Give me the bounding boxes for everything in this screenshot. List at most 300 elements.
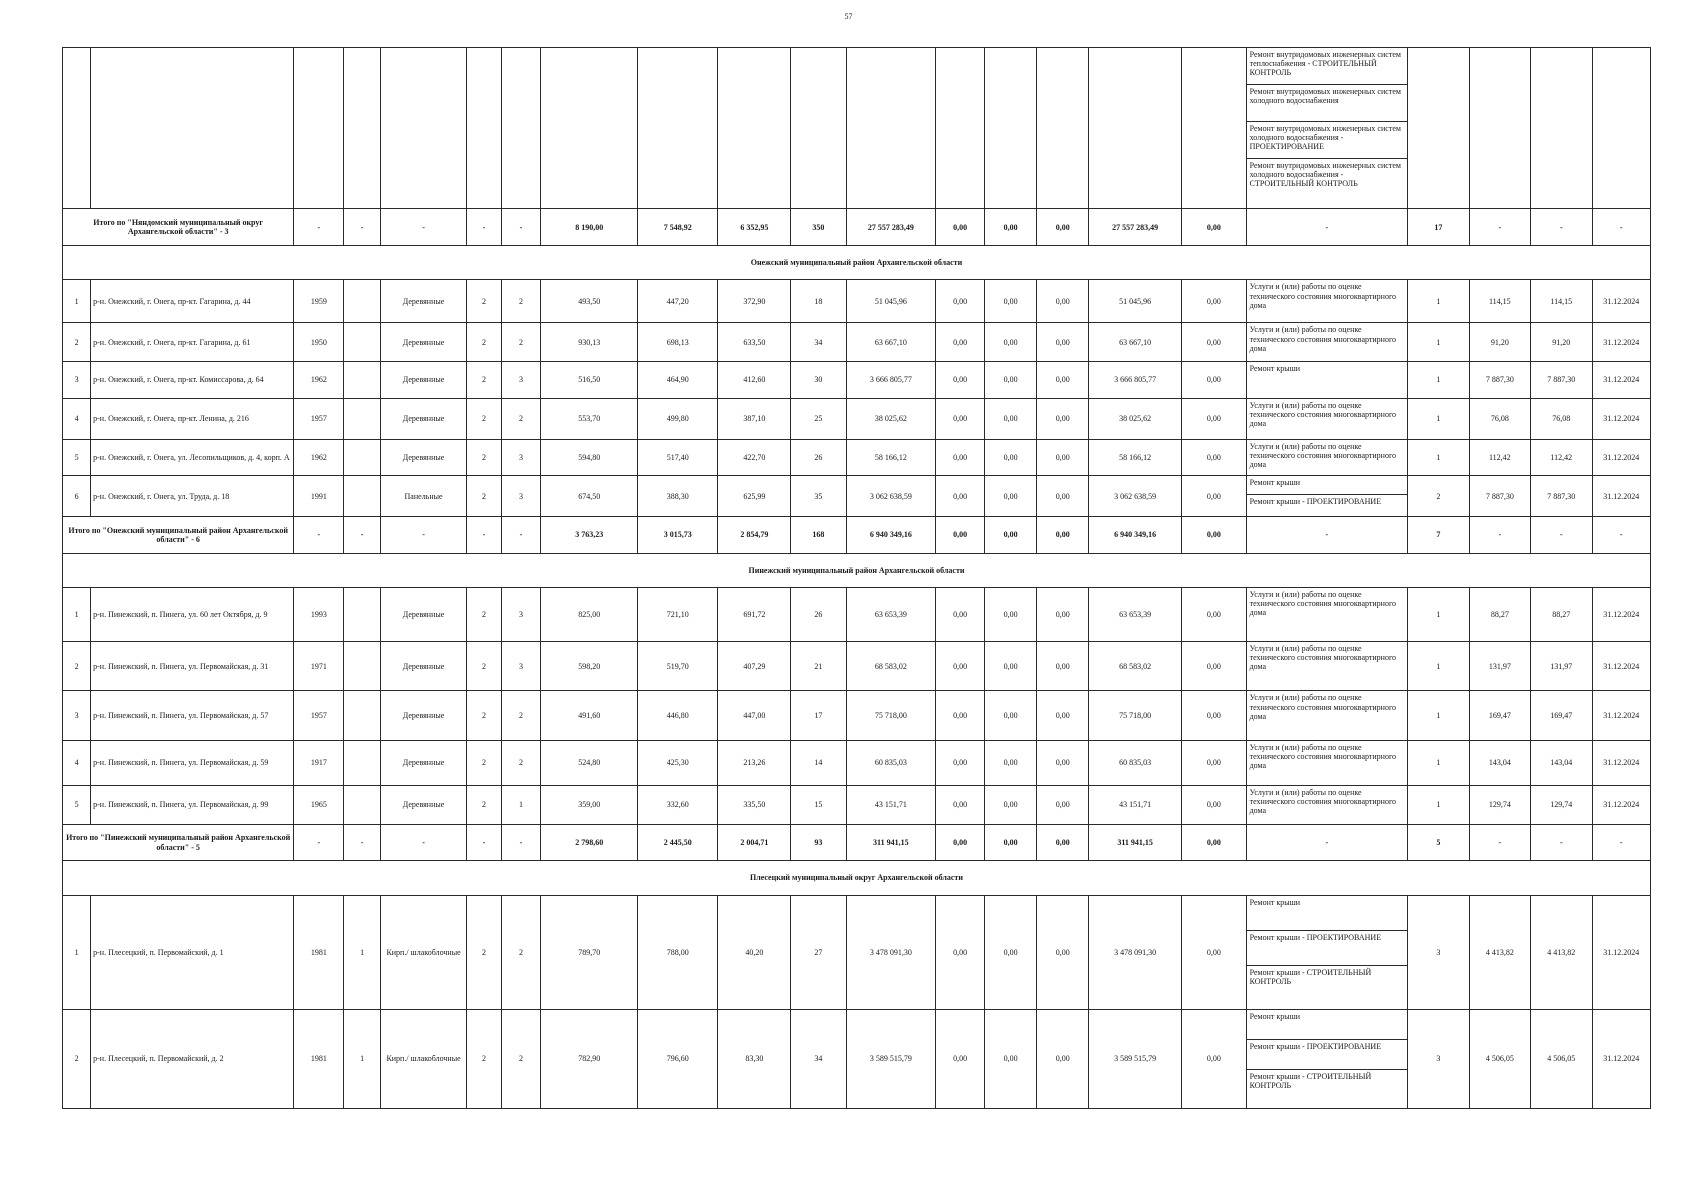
cell-u2: 7 887,30 — [1531, 476, 1592, 517]
register-table-container — [62, 47, 1651, 1109]
total-value: 0,00 — [936, 824, 985, 861]
cell-type — [344, 691, 380, 740]
cell-a2: 788,00 — [638, 895, 718, 1009]
cell-f2: 0,00 — [985, 398, 1037, 439]
total-value: - — [1531, 209, 1592, 246]
cell-entr: 2 — [501, 691, 541, 740]
cell-other: 0,00 — [1182, 740, 1247, 785]
cell-year: 1981 — [294, 895, 344, 1009]
cell-date: 31.12.2024 — [1592, 588, 1650, 642]
cell-date: 31.12.2024 — [1592, 439, 1650, 476]
total-value: - — [294, 517, 344, 554]
total-value: - — [1246, 517, 1408, 554]
cell-a3: 213,26 — [718, 740, 791, 785]
cell-other: 0,00 — [1182, 641, 1247, 690]
total-value: - — [344, 517, 380, 554]
cell-wall: Кирп./ шлакоблочные — [380, 1009, 466, 1108]
cell-cnt: 1 — [1408, 398, 1469, 439]
cell-people: 30 — [791, 362, 846, 399]
cell-floors: 2 — [467, 362, 501, 399]
empty-cell — [791, 48, 846, 209]
total-value: - — [501, 517, 541, 554]
cell-addr: р-н. Пинежский, п. Пинега, ул. Первомайская, д. 57 — [91, 691, 294, 740]
cell-wall: Деревянные — [380, 740, 466, 785]
cell-f2: 0,00 — [985, 280, 1037, 323]
cell-type — [344, 280, 380, 323]
cell-year: 1993 — [294, 588, 344, 642]
cell-a1: 524,80 — [541, 740, 638, 785]
cell-n: 5 — [63, 439, 91, 476]
section-header-row — [63, 861, 1651, 895]
work-type-line: Ремонт крыши - ПРОЕКТИРОВАНИЕ — [1249, 497, 1382, 507]
cell-u1: 7 887,30 — [1469, 362, 1530, 399]
cell-addr: р-н. Плесецкий, п. Первомайский, д. 1 — [91, 895, 294, 1009]
cell-cnt: 1 — [1408, 280, 1469, 323]
cell-wall: Панельные — [380, 476, 466, 517]
empty-cell — [501, 48, 541, 209]
cell-year: 1917 — [294, 740, 344, 785]
cell-date: 31.12.2024 — [1592, 895, 1650, 1009]
work-type-line: Ремонт крыши — [1247, 896, 1408, 931]
cell-f3: 0,00 — [1037, 280, 1089, 323]
total-value: - — [1469, 824, 1530, 861]
cell-wall: Деревянные — [380, 280, 466, 323]
total-value: 2 004,71 — [718, 824, 791, 861]
cell-type — [344, 323, 380, 362]
empty-cell — [63, 48, 91, 209]
total-value: - — [1246, 824, 1408, 861]
cell-u2: 76,08 — [1531, 398, 1592, 439]
cell-f3: 0,00 — [1037, 641, 1089, 690]
cell-cnt: 1 — [1408, 323, 1469, 362]
cell-a3: 412,60 — [718, 362, 791, 399]
cell-a1: 598,20 — [541, 641, 638, 690]
total-value: - — [467, 517, 501, 554]
cell-a2: 517,40 — [638, 439, 718, 476]
cell-entr: 3 — [501, 476, 541, 517]
cell-date: 31.12.2024 — [1592, 641, 1650, 690]
table-row — [63, 691, 1651, 740]
cell-date: 31.12.2024 — [1592, 691, 1650, 740]
total-value: 2 854,79 — [718, 517, 791, 554]
cell-a3: 335,50 — [718, 786, 791, 825]
total-value: 0,00 — [1182, 824, 1247, 861]
work-type-cell — [1246, 691, 1408, 740]
cell-a3: 422,70 — [718, 439, 791, 476]
cell-n: 3 — [63, 362, 91, 399]
work-type-line: Ремонт крыши — [1247, 476, 1408, 495]
cell-f3: 0,00 — [1037, 895, 1089, 1009]
work-type-line: Ремонт внутридомовых инженерных систем теплоснабжения - СТРОИТЕЛЬНЫЙ КОНТРОЛЬ — [1247, 48, 1408, 85]
section-title: Онежский муниципальный район Архангельской области — [63, 245, 1651, 279]
total-value: 8 190,00 — [541, 209, 638, 246]
cell-a2: 698,13 — [638, 323, 718, 362]
cell-cnt: 1 — [1408, 439, 1469, 476]
total-value: - — [467, 209, 501, 246]
cell-own: 3 062 638,59 — [1089, 476, 1182, 517]
cell-cnt: 2 — [1408, 476, 1469, 517]
cell-f1: 0,00 — [936, 895, 985, 1009]
cell-floors: 2 — [467, 323, 501, 362]
cell-a3: 83,30 — [718, 1009, 791, 1108]
cell-wall: Кирп./ шлакоблочные — [380, 895, 466, 1009]
cell-f3: 0,00 — [1037, 398, 1089, 439]
work-type-line: Ремонт крыши - СТРОИТЕЛЬНЫЙ КОНТРОЛЬ — [1249, 1071, 1372, 1091]
cell-year: 1962 — [294, 362, 344, 399]
total-value: 17 — [1408, 209, 1469, 246]
cell-a2: 499,80 — [638, 398, 718, 439]
cell-u1: 129,74 — [1469, 786, 1530, 825]
cell-addr: р-н. Онежский, г. Онега, ул. Лесопильщиков, д. 4, корп. А — [91, 439, 294, 476]
cell-floors: 2 — [467, 691, 501, 740]
table-row — [63, 398, 1651, 439]
total-value: 2 798,60 — [541, 824, 638, 861]
cell-a1: 491,60 — [541, 691, 638, 740]
cell-addr: р-н. Онежский, г. Онега, пр-кт. Гагарина, д. 44 — [91, 280, 294, 323]
cell-f1: 0,00 — [936, 641, 985, 690]
cell-wall: Деревянные — [380, 398, 466, 439]
cell-cost: 3 589 515,79 — [846, 1009, 936, 1108]
empty-cell — [1089, 48, 1182, 209]
cell-f3: 0,00 — [1037, 691, 1089, 740]
total-value: 311 941,15 — [846, 824, 936, 861]
work-type-cell — [1246, 740, 1408, 785]
cell-people: 15 — [791, 786, 846, 825]
table-row — [63, 280, 1651, 323]
cell-people: 34 — [791, 1009, 846, 1108]
cell-u2: 129,74 — [1531, 786, 1592, 825]
cell-u1: 91,20 — [1469, 323, 1530, 362]
cell-other: 0,00 — [1182, 895, 1247, 1009]
cell-wall: Деревянные — [380, 786, 466, 825]
cell-own: 3 589 515,79 — [1089, 1009, 1182, 1108]
empty-cell — [1592, 48, 1650, 209]
cell-people: 14 — [791, 740, 846, 785]
cell-type: 1 — [344, 895, 380, 1009]
total-value: 5 — [1408, 824, 1469, 861]
empty-cell — [718, 48, 791, 209]
cell-u2: 91,20 — [1531, 323, 1592, 362]
cell-u1: 76,08 — [1469, 398, 1530, 439]
cell-other: 0,00 — [1182, 323, 1247, 362]
cell-a1: 674,50 — [541, 476, 638, 517]
cell-entr: 2 — [501, 1009, 541, 1108]
cell-n: 4 — [63, 398, 91, 439]
cell-f2: 0,00 — [985, 895, 1037, 1009]
cell-date: 31.12.2024 — [1592, 398, 1650, 439]
total-value: 27 557 283,49 — [1089, 209, 1182, 246]
work-type-line: Ремонт крыши - ПРОЕКТИРОВАНИЕ — [1247, 931, 1408, 966]
cell-f3: 0,00 — [1037, 786, 1089, 825]
cell-year: 1971 — [294, 641, 344, 690]
work-type-cell — [1246, 588, 1408, 642]
work-type-cell — [1246, 398, 1408, 439]
cell-cost: 3 478 091,30 — [846, 895, 936, 1009]
cell-a1: 782,90 — [541, 1009, 638, 1108]
cell-a1: 789,70 — [541, 895, 638, 1009]
cell-floors: 2 — [467, 1009, 501, 1108]
total-value: 7 548,92 — [638, 209, 718, 246]
cell-type — [344, 740, 380, 785]
cell-f2: 0,00 — [985, 740, 1037, 785]
cell-wall: Деревянные — [380, 323, 466, 362]
cell-year: 1957 — [294, 398, 344, 439]
cell-a1: 553,70 — [541, 398, 638, 439]
cell-other: 0,00 — [1182, 1009, 1247, 1108]
cell-u2: 7 887,30 — [1531, 362, 1592, 399]
cell-wall: Деревянные — [380, 691, 466, 740]
cell-cost: 68 583,02 — [846, 641, 936, 690]
cell-entr: 3 — [501, 439, 541, 476]
cell-a1: 359,00 — [541, 786, 638, 825]
empty-cell — [380, 48, 466, 209]
cell-floors: 2 — [467, 280, 501, 323]
total-value: - — [501, 824, 541, 861]
work-type-line: Услуги и (или) работы по оценке технического состояния многоквартирного дома — [1249, 441, 1397, 469]
cell-cost: 3 062 638,59 — [846, 476, 936, 517]
total-value: 0,00 — [985, 209, 1037, 246]
empty-cell — [1531, 48, 1592, 209]
total-value: - — [1592, 209, 1650, 246]
cell-people: 21 — [791, 641, 846, 690]
cell-own: 3 478 091,30 — [1089, 895, 1182, 1009]
cell-u2: 169,47 — [1531, 691, 1592, 740]
section-title: Пинежский муниципальный район Архангельской области — [63, 553, 1651, 587]
work-type-line: Ремонт крыши - ПРОЕКТИРОВАНИЕ — [1247, 1040, 1408, 1070]
total-value: - — [467, 824, 501, 861]
cell-f3: 0,00 — [1037, 740, 1089, 785]
cell-u1: 4 506,05 — [1469, 1009, 1530, 1108]
cell-addr: р-н. Плесецкий, п. Первомайский, д. 2 — [91, 1009, 294, 1108]
work-type-line: Ремонт крыши — [1247, 1010, 1408, 1040]
cell-n: 3 — [63, 691, 91, 740]
cell-cnt: 3 — [1408, 895, 1469, 1009]
cell-cost: 3 666 805,77 — [846, 362, 936, 399]
cell-cnt: 1 — [1408, 740, 1469, 785]
total-value: - — [380, 824, 466, 861]
cell-addr: р-н. Онежский, г. Онега, пр-кт. Гагарина, д. 61 — [91, 323, 294, 362]
empty-cell — [467, 48, 501, 209]
work-type-line: Ремонт крыши — [1249, 364, 1301, 374]
total-value: 350 — [791, 209, 846, 246]
work-type-cell — [1246, 362, 1408, 399]
empty-cell — [1182, 48, 1247, 209]
empty-cell — [1037, 48, 1089, 209]
cell-floors: 2 — [467, 895, 501, 1009]
table-row — [63, 439, 1651, 476]
work-type-line: Ремонт крыши - СТРОИТЕЛЬНЫЙ КОНТРОЛЬ — [1249, 967, 1372, 986]
cell-cnt: 1 — [1408, 588, 1469, 642]
total-value: - — [1469, 517, 1530, 554]
cell-cnt: 3 — [1408, 1009, 1469, 1108]
section-header-row — [63, 553, 1651, 587]
cell-own: 60 835,03 — [1089, 740, 1182, 785]
cell-f1: 0,00 — [936, 786, 985, 825]
cell-date: 31.12.2024 — [1592, 280, 1650, 323]
work-type-cell — [1246, 476, 1408, 517]
cell-a3: 633,50 — [718, 323, 791, 362]
total-value: 93 — [791, 824, 846, 861]
cell-entr: 2 — [501, 895, 541, 1009]
cell-f3: 0,00 — [1037, 476, 1089, 517]
total-value: 3 763,23 — [541, 517, 638, 554]
cell-a2: 796,60 — [638, 1009, 718, 1108]
empty-cell — [985, 48, 1037, 209]
cell-type — [344, 786, 380, 825]
cell-own: 3 666 805,77 — [1089, 362, 1182, 399]
cell-people: 26 — [791, 439, 846, 476]
cell-year: 1959 — [294, 280, 344, 323]
cell-entr: 2 — [501, 280, 541, 323]
cell-people: 17 — [791, 691, 846, 740]
register-table — [62, 47, 1651, 1109]
cell-entr: 3 — [501, 588, 541, 642]
cell-own: 63 667,10 — [1089, 323, 1182, 362]
cell-f2: 0,00 — [985, 588, 1037, 642]
cell-a3: 447,00 — [718, 691, 791, 740]
total-value: 0,00 — [1037, 209, 1089, 246]
cell-floors: 2 — [467, 439, 501, 476]
total-value: - — [380, 517, 466, 554]
cell-date: 31.12.2024 — [1592, 476, 1650, 517]
cell-entr: 2 — [501, 740, 541, 785]
cell-f2: 0,00 — [985, 641, 1037, 690]
table-row — [63, 740, 1651, 785]
cell-f2: 0,00 — [985, 439, 1037, 476]
cell-floors: 2 — [467, 476, 501, 517]
cell-n: 5 — [63, 786, 91, 825]
cell-u1: 114,15 — [1469, 280, 1530, 323]
cell-a1: 930,13 — [541, 323, 638, 362]
cell-other: 0,00 — [1182, 439, 1247, 476]
cell-type — [344, 476, 380, 517]
cell-a3: 372,90 — [718, 280, 791, 323]
cell-floors: 2 — [467, 398, 501, 439]
empty-cell — [936, 48, 985, 209]
total-value: - — [1592, 517, 1650, 554]
cell-n: 1 — [63, 588, 91, 642]
work-type-cell — [1246, 323, 1408, 362]
cell-n: 2 — [63, 1009, 91, 1108]
table-row — [63, 895, 1651, 1009]
cell-own: 75 718,00 — [1089, 691, 1182, 740]
total-label: Итого по "Онежский муниципальный район Архангельской области" - 6 — [63, 517, 294, 554]
cell-n: 1 — [63, 895, 91, 1009]
cell-year: 1957 — [294, 691, 344, 740]
cell-f3: 0,00 — [1037, 362, 1089, 399]
cell-cost: 63 653,39 — [846, 588, 936, 642]
total-value: 7 — [1408, 517, 1469, 554]
cell-year: 1965 — [294, 786, 344, 825]
empty-cell — [541, 48, 638, 209]
cell-a1: 594,80 — [541, 439, 638, 476]
total-row — [63, 209, 1651, 246]
cell-date: 31.12.2024 — [1592, 786, 1650, 825]
table-row — [63, 362, 1651, 399]
table-row — [63, 1009, 1651, 1108]
total-value: 0,00 — [1182, 209, 1247, 246]
cell-own: 38 025,62 — [1089, 398, 1182, 439]
cell-floors: 2 — [467, 641, 501, 690]
cell-u2: 114,15 — [1531, 280, 1592, 323]
work-type-line: Услуги и (или) работы по оценке технического состояния многоквартирного дома — [1249, 643, 1397, 672]
cell-u2: 143,04 — [1531, 740, 1592, 785]
empty-cell — [638, 48, 718, 209]
total-value: 0,00 — [985, 517, 1037, 554]
total-value: 168 — [791, 517, 846, 554]
cell-addr: р-н. Онежский, г. Онега, пр-кт. Комиссарова, д. 64 — [91, 362, 294, 399]
empty-cell — [294, 48, 344, 209]
cell-people: 35 — [791, 476, 846, 517]
cell-f1: 0,00 — [936, 362, 985, 399]
cell-cost: 60 835,03 — [846, 740, 936, 785]
total-label: Итого по "Пинежский муниципальный район Архангельской области" - 5 — [63, 824, 294, 861]
work-type-line: Ремонт внутридомовых инженерных систем холодного водоснабжения - ПРОЕКТИРОВАНИЕ — [1247, 122, 1408, 159]
cell-entr: 3 — [501, 362, 541, 399]
work-type-line: Услуги и (или) работы по оценке технического состояния многоквартирного дома — [1249, 742, 1397, 771]
total-value: 0,00 — [1037, 824, 1089, 861]
cell-floors: 2 — [467, 740, 501, 785]
total-value: 0,00 — [1182, 517, 1247, 554]
work-type-cell — [1246, 280, 1408, 323]
total-value: - — [1531, 517, 1592, 554]
work-type-line: Услуги и (или) работы по оценке технического состояния многоквартирного дома — [1249, 693, 1397, 721]
cell-entr: 2 — [501, 323, 541, 362]
cell-entr: 2 — [501, 398, 541, 439]
work-type-cell — [1246, 641, 1408, 690]
cell-cnt: 1 — [1408, 691, 1469, 740]
cell-date: 31.12.2024 — [1592, 1009, 1650, 1108]
cell-other: 0,00 — [1182, 398, 1247, 439]
cell-f3: 0,00 — [1037, 439, 1089, 476]
cell-a2: 388,30 — [638, 476, 718, 517]
cell-addr: р-н. Онежский, г. Онега, пр-кт. Ленина, д. 216 — [91, 398, 294, 439]
cell-f1: 0,00 — [936, 476, 985, 517]
work-type-line: Услуги и (или) работы по оценке технического состояния многоквартирного дома — [1249, 400, 1397, 429]
empty-cell — [1469, 48, 1530, 209]
cell-type: 1 — [344, 1009, 380, 1108]
cell-year: 1981 — [294, 1009, 344, 1108]
work-type-line: Ремонт внутридомовых инженерных систем холодного водоснабжения — [1247, 85, 1408, 122]
cell-people: 27 — [791, 895, 846, 1009]
work-type-cell — [1246, 1009, 1408, 1108]
cell-n: 2 — [63, 323, 91, 362]
cell-f1: 0,00 — [936, 323, 985, 362]
total-value: - — [1246, 209, 1408, 246]
total-value: - — [294, 209, 344, 246]
work-type-line: Услуги и (или) работы по оценке технического состояния многоквартирного дома — [1249, 325, 1397, 353]
cell-date: 31.12.2024 — [1592, 323, 1650, 362]
cell-f1: 0,00 — [936, 588, 985, 642]
cell-f1: 0,00 — [936, 1009, 985, 1108]
cell-a1: 516,50 — [541, 362, 638, 399]
cell-cost: 63 667,10 — [846, 323, 936, 362]
cell-f2: 0,00 — [985, 323, 1037, 362]
cell-addr: р-н. Пинежский, п. Пинега, ул. Первомайская, д. 99 — [91, 786, 294, 825]
total-value: 0,00 — [1037, 517, 1089, 554]
total-value: 0,00 — [936, 209, 985, 246]
cell-cnt: 1 — [1408, 786, 1469, 825]
cell-addr: р-н. Пинежский, п. Пинега, ул. 60 лет Октября, д. 9 — [91, 588, 294, 642]
cell-other: 0,00 — [1182, 588, 1247, 642]
cell-type — [344, 641, 380, 690]
cell-u1: 4 413,82 — [1469, 895, 1530, 1009]
work-type-line: Ремонт внутридомовых инженерных систем холодного водоснабжения - СТРОИТЕЛЬНЫЙ КОНТРОЛЬ — [1249, 161, 1401, 189]
cell-u1: 7 887,30 — [1469, 476, 1530, 517]
empty-cell — [846, 48, 936, 209]
total-value: - — [380, 209, 466, 246]
cell-wall: Деревянные — [380, 641, 466, 690]
